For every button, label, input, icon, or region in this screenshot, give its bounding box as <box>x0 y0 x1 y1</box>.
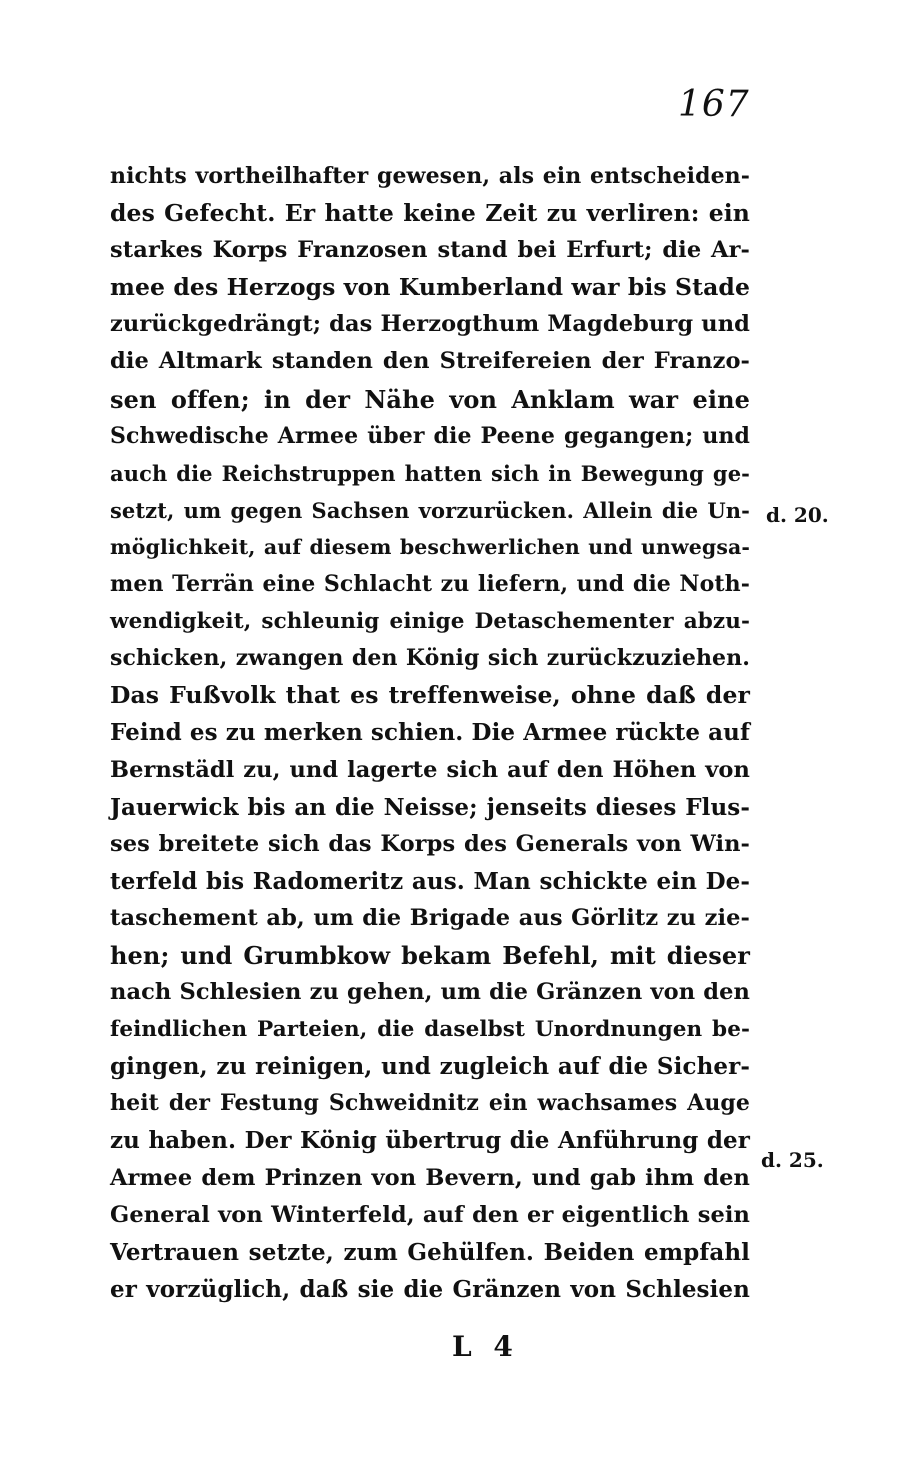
text-line: des Gefecht. Er hatte keine Zeit zu verliren: ein <box>110 199 750 228</box>
text-line: wendigkeit, schleunig einige Detaschementer abzu- <box>110 609 750 635</box>
text-line: nichts vortheilhafter gewesen, als ein entscheiden- <box>110 163 750 189</box>
text-line: terfeld bis Radomeritz aus. Man schickte ein De- <box>110 867 750 895</box>
text-line: die Altmark standen den Streifereien der Franzo- <box>110 348 750 375</box>
text-line: er vorzüglich, daß sie die Gränzen von Schlesien <box>110 1275 750 1303</box>
text-line: gingen, zu reinigen, und zugleich auf die Sicher- <box>110 1053 750 1081</box>
text-line: Feind es zu merken schien. Die Armee rückte auf <box>110 719 750 747</box>
text-line: zurückgedrängt; das Herzogthum Magdeburg und <box>110 311 750 338</box>
text-line: Vertrauen setzte, zum Gehülfen. Beiden empfahl <box>110 1238 750 1266</box>
signature-mark: L 4 <box>452 1330 519 1363</box>
text-line: starkes Korps Franzosen stand bei Erfurt; die Ar- <box>110 237 750 264</box>
text-line: Armee dem Prinzen von Bevern, und gab ihm den <box>110 1164 750 1191</box>
text-line: schicken, zwangen den König sich zurückzuziehen. <box>110 645 750 672</box>
text-line: feindlichen Parteien, die daselbst Unordnungen be- <box>110 1017 750 1043</box>
page-number: 167 <box>678 84 750 125</box>
text-line: mee des Herzogs von Kumberland war bis Stade <box>110 273 750 302</box>
text-line: nach Schlesien zu gehen, um die Gränzen von den <box>110 979 750 1006</box>
text-line: men Terrän eine Schlacht zu liefern, und die Noth- <box>110 571 750 598</box>
text-line: Schwedische Armee über die Peene gegangen; und <box>110 422 750 449</box>
margin-note-date-25: d. 25. <box>761 1148 824 1172</box>
text-line: General von Winterfeld, auf den er eigentlich sein <box>110 1201 750 1228</box>
text-line: heit der Festung Schweidnitz ein wachsames Auge <box>110 1090 750 1117</box>
body-text <box>110 158 750 1308</box>
text-line: ses breitete sich das Korps des Generals von Win- <box>110 830 750 857</box>
text-line: taschement ab, um die Brigade aus Görlitz zu zie- <box>110 904 750 931</box>
text-line: möglichkeit, auf diesem beschwerlichen und unwegsa- <box>110 534 750 559</box>
text-line: Das Fußvolk that es treffenweise, ohne daß der <box>110 681 750 710</box>
text-line: sen offen; in der Nähe von Anklam war eine <box>110 384 750 414</box>
margin-note-date-20: d. 20. <box>766 503 829 527</box>
text-line: Jauerwick bis an die Neisse; jenseits dieses Flus- <box>110 793 750 821</box>
text-line: hen; und Grumbkow bekam Befehl, mit dieser <box>110 940 750 970</box>
text-line: auch die Reichstruppen hatten sich in Bewegung ge- <box>110 460 750 486</box>
text-line: setzt, um gegen Sachsen vorzurücken. Allein die Un- <box>110 497 750 523</box>
text-line: Bernstädl zu, und lagerte sich auf den Höhen von <box>110 756 750 783</box>
text-line: zu haben. Der König übertrug die Anführung der <box>110 1127 750 1155</box>
